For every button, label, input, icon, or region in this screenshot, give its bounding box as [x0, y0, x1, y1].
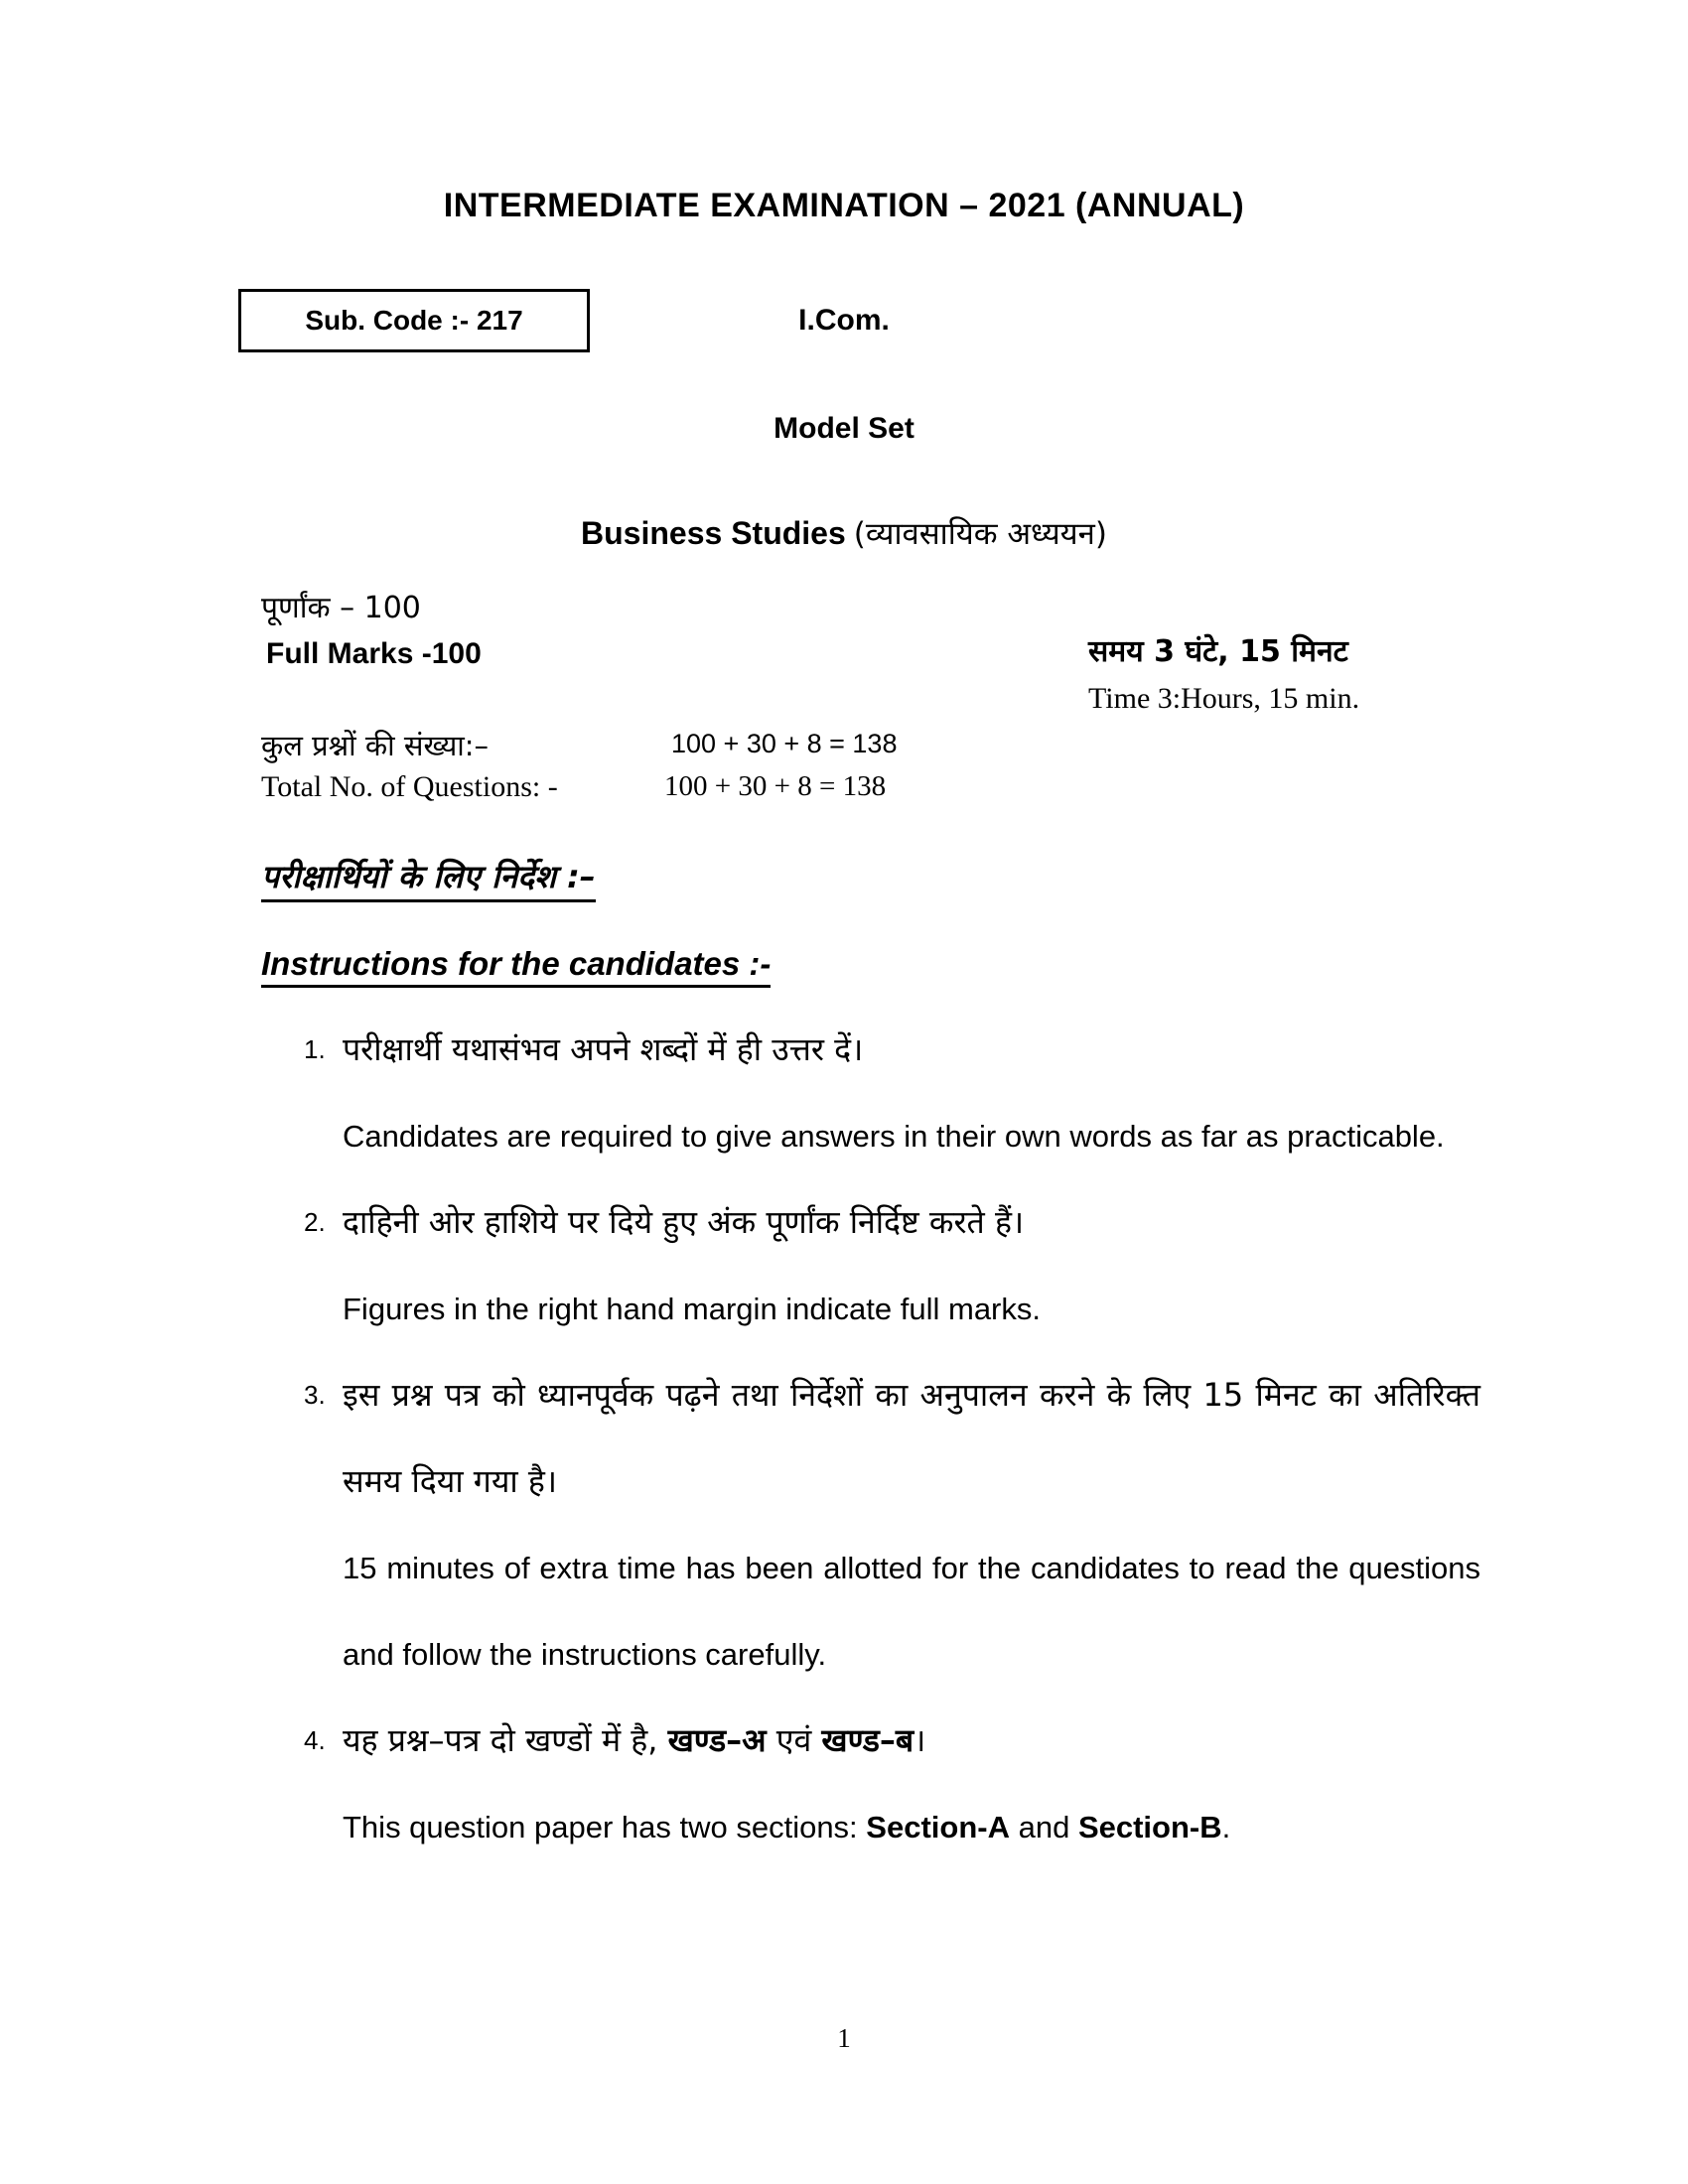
- instruction-item-2: [261, 1179, 1480, 1352]
- instruction-1-number: 1.: [304, 1034, 326, 1064]
- instruction-item-3: [261, 1352, 1480, 1698]
- instruction-2-text-hindi: दाहिनी ओर हाशिये पर दिये हुए अंक पूर्णांक निर्दिष्ट करते हैं।: [343, 1203, 1025, 1241]
- total-questions-label-hindi: कुल प्रश्नों की संख्या:–: [261, 729, 490, 762]
- instruction-2-number: 2.: [304, 1207, 326, 1237]
- instruction-3-body: [343, 1352, 1480, 1698]
- time-allowed-hindi: समय 3 घंटे, 15 मिनट: [1088, 634, 1348, 669]
- subject-title-hindi: (व्यावसायिक अध्ययन): [853, 516, 1107, 552]
- instruction-4-body: [343, 1698, 1480, 1870]
- instruction-2-text-english: Figures in the right hand margin indicate full marks.: [343, 1292, 1041, 1326]
- instruction-3-text-english: 15 minutes of extra time has been allotted for the candidates to read the questions and follow the instructions carefully.: [343, 1551, 1480, 1672]
- subject-title: [0, 512, 1688, 554]
- total-questions-value-hindi: 100 + 30 + 8 = 138: [671, 729, 898, 758]
- total-questions-value-english: 100 + 30 + 8 = 138: [664, 770, 887, 802]
- page-title: INTERMEDIATE EXAMINATION – 2021 (ANNUAL): [443, 187, 1245, 224]
- course-name: I.Com.: [798, 304, 890, 337]
- instructions-section: [261, 834, 1480, 1870]
- instruction-4-text-hindi: यह प्रश्न–पत्र दो खण्डों में है, खण्ड–अ एवं खण्ड–ब।: [343, 1721, 926, 1759]
- full-marks-hindi: पूर्णांक – 100: [261, 591, 421, 625]
- instruction-4-number: 4.: [304, 1725, 326, 1755]
- page-number: 1: [837, 2023, 851, 2053]
- time-allowed-english: Time 3:Hours, 15 min.: [1088, 682, 1360, 715]
- full-marks-english: Full Marks -100: [266, 637, 482, 670]
- total-questions-row-english: [261, 770, 1482, 814]
- instruction-item-1: [261, 1007, 1480, 1179]
- subject-code-label: Sub. Code :- 217: [305, 305, 523, 336]
- instruction-item-4: [261, 1698, 1480, 1870]
- instruction-3-text-hindi: इस प्रश्न पत्र को ध्यानपूर्वक पढ़ने तथा निर्देशों का अनुपालन करने के लिए 15 मिनट का अतिरिक्त समय दिया गया है।: [343, 1376, 1480, 1500]
- time-allowed-block: [1088, 628, 1505, 722]
- subject-title-english: Business Studies: [581, 515, 846, 551]
- model-set-label: Model Set: [774, 412, 914, 445]
- instruction-4-text-english: This question paper has two sections: Section-A and Section-B.: [343, 1810, 1231, 1844]
- instruction-1-text-hindi: परीक्षार्थी यथासंभव अपने शब्दों में ही उत्तर दें।: [343, 1030, 864, 1068]
- instruction-2-body: [343, 1179, 1480, 1352]
- instructions-heading-hindi: परीक्षार्थियों के लिए निर्देश :–: [261, 834, 1480, 920]
- instructions-heading-english: Instructions for the candidates :-: [261, 920, 1480, 1007]
- instruction-3-number: 3.: [304, 1380, 326, 1410]
- instruction-1-body: [343, 1007, 1480, 1179]
- instruction-1-text-english: Candidates are required to give answers in their own words as far as practicable.: [343, 1119, 1445, 1154]
- total-questions-label-english: Total No. of Questions: -: [261, 770, 558, 803]
- total-questions-row-hindi: [261, 726, 1482, 769]
